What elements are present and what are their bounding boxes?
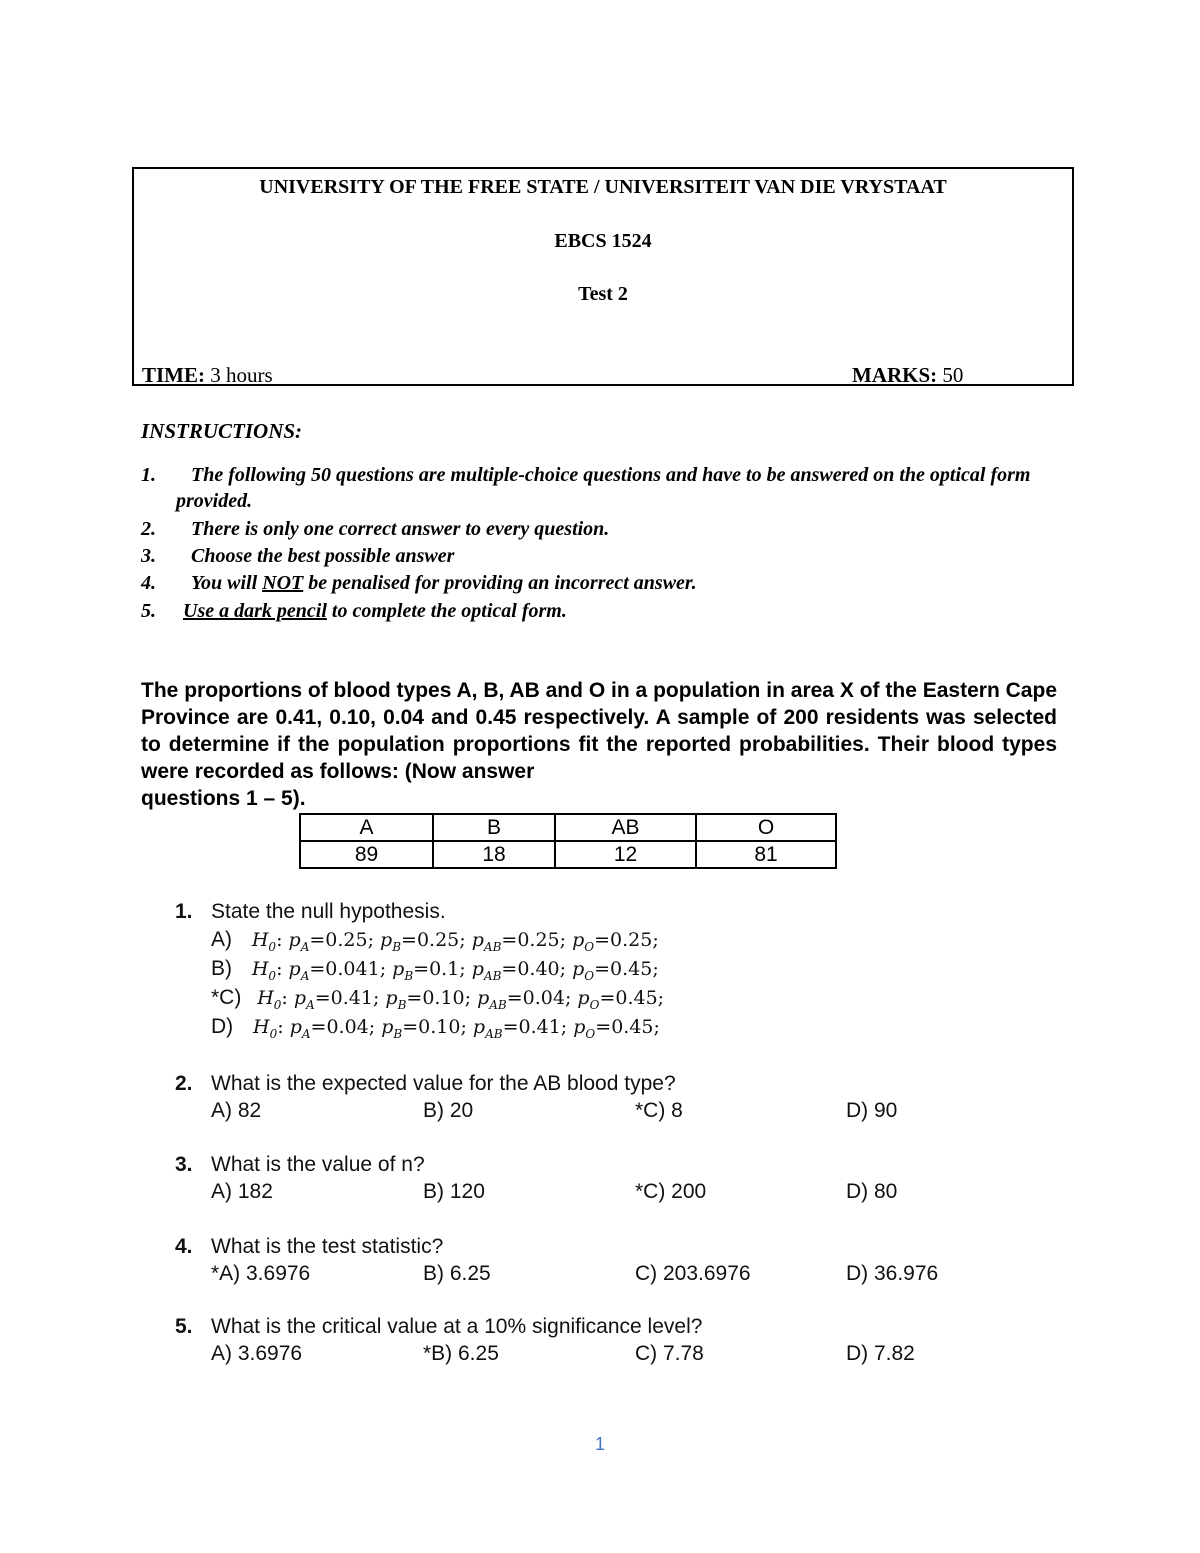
table-cell: 89 xyxy=(300,841,433,868)
formula-value: 0.25 xyxy=(325,929,368,951)
question-number: 5. xyxy=(175,1315,193,1338)
question-text: What is the expected value for the AB blood type? xyxy=(211,1072,676,1095)
formula-value: 0.10 xyxy=(418,1016,461,1038)
instruction-number: 4. xyxy=(141,572,156,594)
formula-value: 0.40 xyxy=(517,958,560,980)
table-header-cell: A xyxy=(300,814,433,841)
option-label: D) xyxy=(211,1015,234,1038)
answer-option-a[interactable]: *A) 3.6976 xyxy=(211,1262,311,1285)
answer-option-c[interactable]: C) 7.78 xyxy=(635,1342,704,1365)
test-title: Test 2 xyxy=(578,283,628,305)
formula-value: 0.04 xyxy=(326,1016,369,1038)
answer-option-b[interactable]: B) 20 xyxy=(423,1099,474,1122)
table-cell: 81 xyxy=(696,841,836,868)
question-text: What is the critical value at a 10% significance level? xyxy=(211,1315,703,1338)
question-number: 1. xyxy=(175,900,193,923)
instruction-text: Choose the best possible answer xyxy=(191,545,455,567)
instruction-text xyxy=(183,598,1061,624)
table-header-row xyxy=(300,814,836,841)
answer-option-d[interactable]: D) 7.82 xyxy=(846,1342,915,1365)
instruction-text-part: You will xyxy=(191,572,263,594)
option-label: B) xyxy=(211,957,232,980)
formula-value: 0.41 xyxy=(330,987,373,1009)
answer-option-b[interactable]: *B) 6.25 xyxy=(423,1342,499,1365)
answer-option-a[interactable]: A) 82 xyxy=(211,1099,262,1122)
university-name: UNIVERSITY OF THE FREE STATE / UNIVERSITEIT VAN DIE VRYSTAAT xyxy=(259,176,947,198)
instruction-number: 5. xyxy=(141,600,156,622)
question-text: What is the test statistic? xyxy=(211,1235,444,1258)
marks-value: 50 xyxy=(942,363,964,387)
table-header-cell: B xyxy=(433,814,555,841)
exam-header-box xyxy=(132,167,1074,386)
question-text: What is the value of n? xyxy=(211,1153,425,1176)
hypothesis-option-row xyxy=(211,1013,660,1048)
question-number: 4. xyxy=(175,1235,193,1258)
formula-value: 0.45 xyxy=(611,1016,654,1038)
instruction-text xyxy=(191,570,1061,596)
formula-value: 0.25 xyxy=(416,929,460,951)
marks-label: MARKS: xyxy=(852,363,938,387)
table-cell: 12 xyxy=(555,841,696,868)
answer-option-c[interactable]: C) 203.6976 xyxy=(635,1262,751,1285)
time-info xyxy=(142,363,273,388)
passage-text-end: questions 1 – 5). xyxy=(141,787,306,810)
instruction-number: 2. xyxy=(141,518,156,540)
answer-option-a[interactable]: A) 182 xyxy=(211,1180,273,1203)
answer-option-d[interactable]: D) 36.976 xyxy=(846,1262,939,1285)
time-label: TIME: xyxy=(142,363,205,387)
instruction-emphasis: NOT xyxy=(262,572,304,594)
formula-value: 0.25 xyxy=(610,929,653,951)
page-number: 1 xyxy=(594,1434,605,1454)
answer-option-b[interactable]: B) 6.25 xyxy=(423,1262,491,1285)
hypothesis-formula: $H_0$: $p_A=0.04$; $p_B=0.10$; $p_{AB}=0.41$; $p_O=0.45$; xyxy=(253,1016,660,1041)
instruction-text-part: be penalised for providing an incorrect answer. xyxy=(303,572,697,594)
option-label: *C) xyxy=(211,986,242,1009)
formula-value: 0.45 xyxy=(610,958,653,980)
time-value: 3 hours xyxy=(210,363,273,387)
formula-value: 0.04 xyxy=(522,987,565,1009)
table-row xyxy=(300,841,836,868)
formula-value: 0.10 xyxy=(422,987,465,1009)
question-text: State the null hypothesis. xyxy=(211,900,446,923)
instruction-text: There is only one correct answer to every question. xyxy=(191,518,610,540)
answer-option-c[interactable]: *C) 200 xyxy=(635,1180,707,1203)
blood-type-table xyxy=(299,813,837,869)
instructions-title: INSTRUCTIONS: xyxy=(141,419,303,443)
formula-value: 0.41 xyxy=(518,1016,561,1038)
instruction-text-part: to complete the optical form. xyxy=(326,600,567,622)
problem-passage xyxy=(141,677,1057,812)
passage-text: The proportions of blood types A, B, AB and O in a population in area X of the Eastern Cape Province are 0.41, 0.10, 0.04 and 0.45 respectively. A sample of 200 residents was selected to determine if the population proportions fit the reported probabilities. Their blood types were recorded as follows: (Now answer xyxy=(141,679,1057,783)
option-label: A) xyxy=(211,928,232,951)
table-cell: 18 xyxy=(433,841,555,868)
hypothesis-formula: $H_0$: $p_A=0.25$; $p_B=0.25$; $p_{AB}=0.25$; $p_O=0.25$; xyxy=(251,929,659,954)
table-header-cell: O xyxy=(696,814,836,841)
instruction-number: 1. xyxy=(141,464,156,486)
formula-value: 0.45 xyxy=(615,987,658,1009)
instruction-number: 3. xyxy=(141,545,156,567)
question-number: 3. xyxy=(175,1153,193,1176)
hypothesis-formula: $H_0$: $p_A=0.041$; $p_B=0.1$; $p_{AB}=0.40$; $p_O=0.45$; xyxy=(251,958,659,983)
instruction-text: The following 50 questions are multiple-choice questions and have to be answered on the optical form provided. xyxy=(176,464,1031,512)
instruction-emphasis: Use a dark pencil xyxy=(183,600,327,622)
answer-option-d[interactable]: D) 80 xyxy=(846,1180,898,1203)
answer-option-d[interactable]: D) 90 xyxy=(846,1099,898,1122)
hypothesis-formula: $H_0$: $p_A=0.41$; $p_B=0.10$; $p_{AB}=0.04$; $p_O=0.45$; xyxy=(257,987,665,1012)
formula-value: 0.25 xyxy=(517,929,560,951)
course-code: EBCS 1524 xyxy=(554,230,652,252)
formula-value: 0.1 xyxy=(429,958,460,980)
answer-option-b[interactable]: B) 120 xyxy=(423,1180,485,1203)
question-number: 2. xyxy=(175,1072,193,1095)
table-header-cell: AB xyxy=(555,814,696,841)
answer-option-c[interactable]: *C) 8 xyxy=(635,1099,683,1122)
answer-option-a[interactable]: A) 3.6976 xyxy=(211,1342,303,1365)
formula-value: 0.041 xyxy=(325,958,380,980)
marks-info xyxy=(852,363,963,388)
